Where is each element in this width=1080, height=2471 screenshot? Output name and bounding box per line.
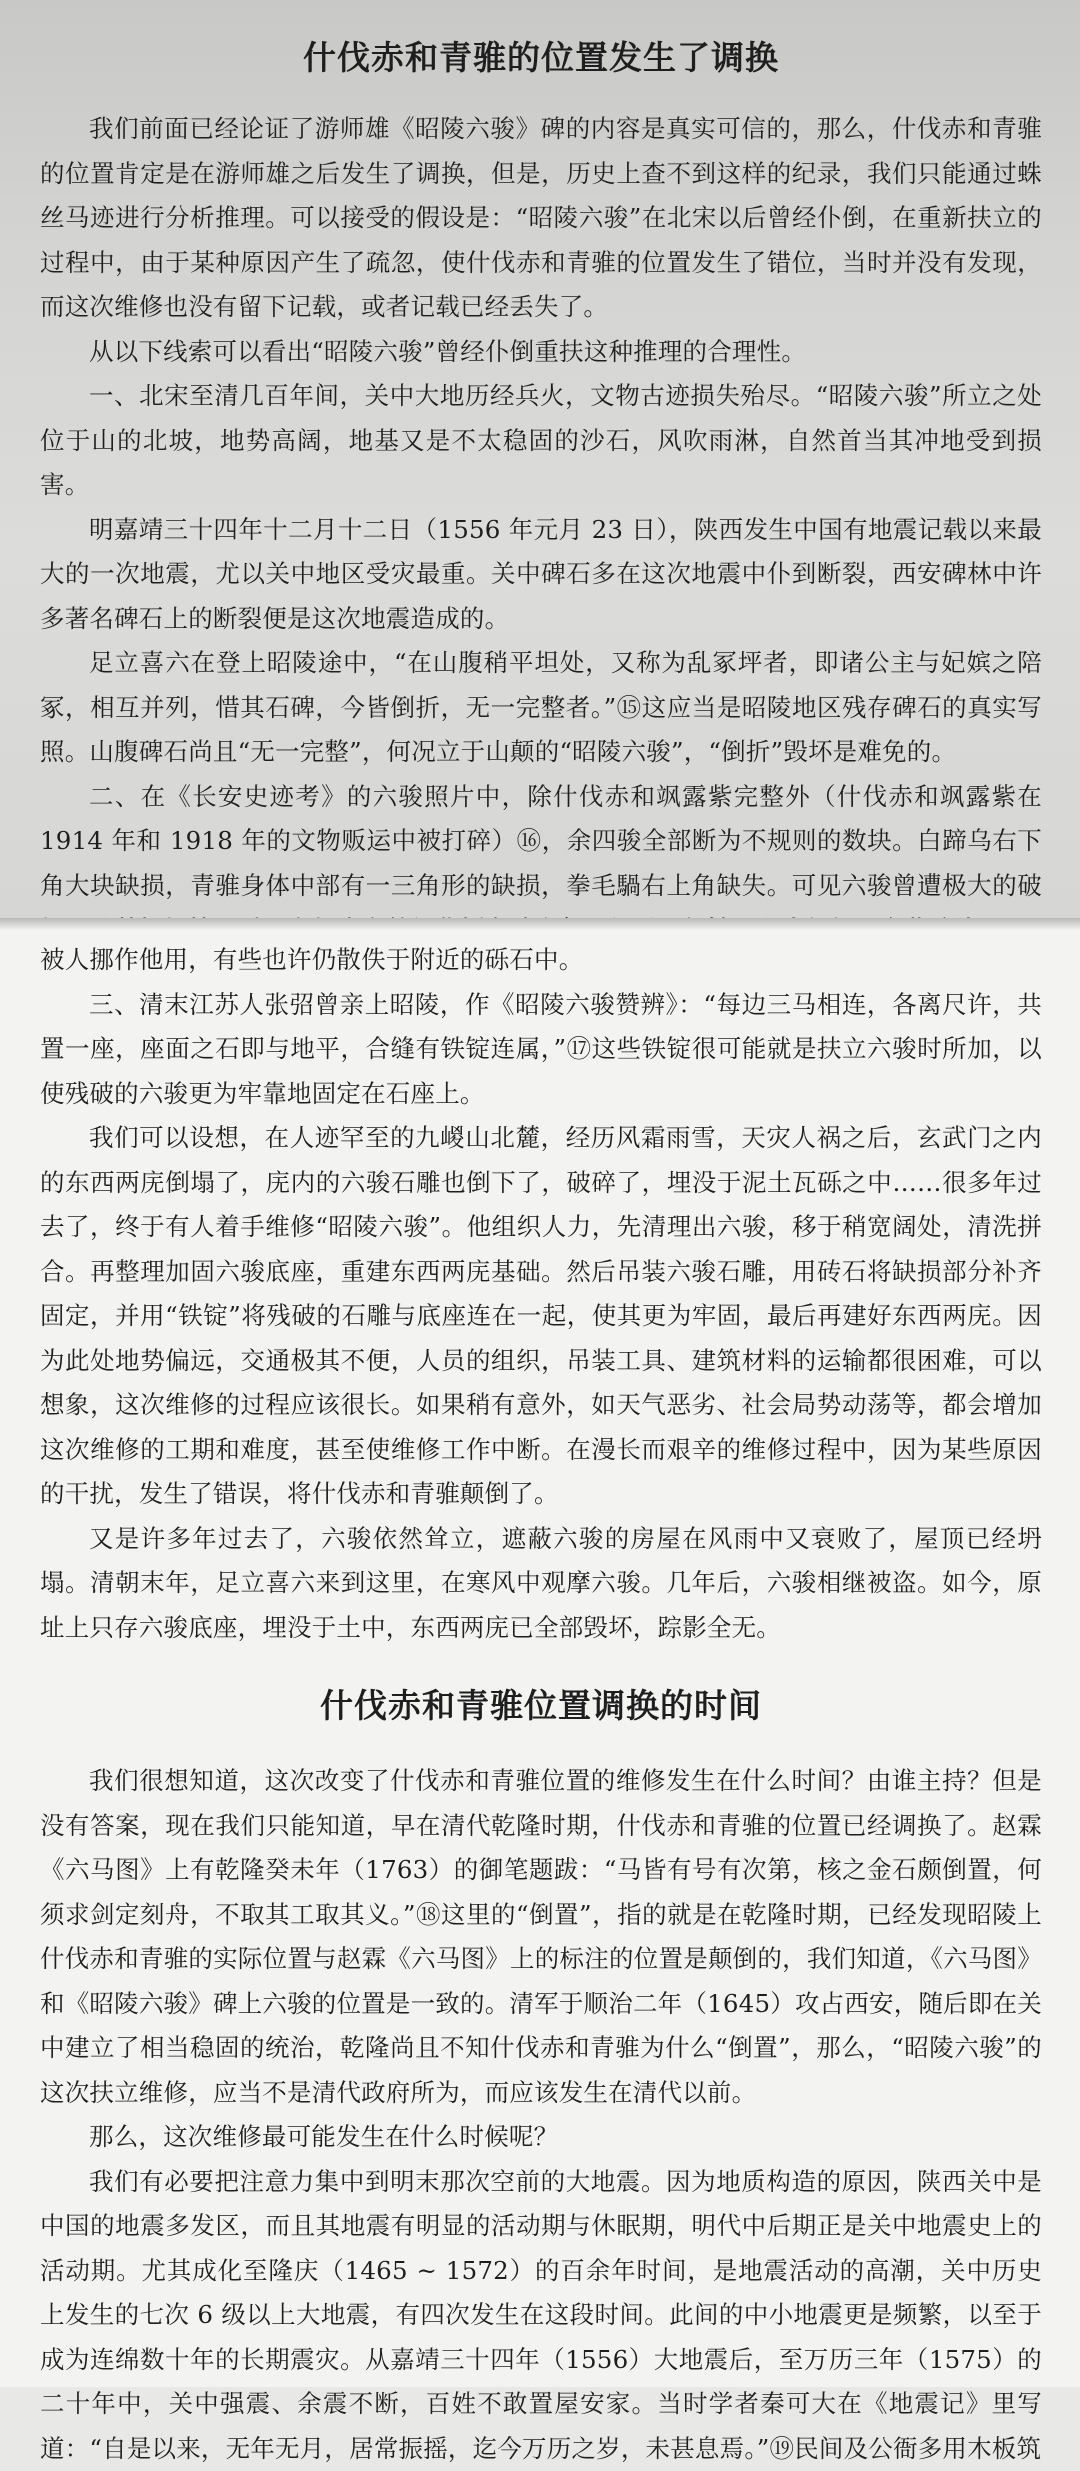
section-title-time: 什伐赤和青骓位置调换的时间 bbox=[40, 1680, 1042, 1727]
paragraph: 又是许多年过去了，六骏依然耸立，遮蔽六骏的房屋在风雨中又衰败了，屋顶已经坍塌。清朝末年，足立喜六来到这里，在寒风中观摩六骏。几年后，六骏相继被盗。如今，原址上只存六骏底座，埋没于土中，东西两庑已全部毁坏，踪影全无。 bbox=[40, 1517, 1042, 1651]
paragraph: 我们有必要把注意力集中到明末那次空前的大地震。因为地质构造的原因，陕西关中是中国的地震多发区，而且其地震有明显的活动期与休眠期，明代中后期正是关中地震史上的活动期。尤其成化至隆庆（1465 ~ 1572）的百余年时间，是地震活动的高潮，关中历史上发生的七次 6 级以上大地震，有四次发生在这段时间。此间的中小地震更是频繁，以至于成为连绵数十年的长期震灾。从嘉靖三十四年（1556）大地震后，至万历三年（1575）的二十年中，关中强震、余震不断，百姓不敢置屋安家。当时学者秦可大在《地震记》里写道：“自是以来，无年无月，居常振摇，迄今万历之岁，未甚息焉。”⑲民间及公衙多用木板筑 bbox=[40, 2160, 1042, 2471]
page-divider bbox=[0, 918, 1080, 930]
paragraph-continued: 被人挪作他用，有些也许仍散佚于附近的砾石中。 bbox=[40, 938, 1042, 983]
paragraph: 明嘉靖三十四年十二月十二日（1556 年元月 23 日），陕西发生中国有地震记载以来最大的一次地震，尤以关中地区受灾最重。关中碑石多在这次地震中仆到断裂，西安碑林中许多著名碑石上的断裂便是这次地震造成的。 bbox=[40, 508, 1042, 642]
top-page-scan bbox=[0, 0, 1080, 918]
paragraph: 二、在《长安史迹考》的六骏照片中，除什伐赤和飒露紫完整外（什伐赤和飒露紫在1914 年和 1918 年的文物贩运中被打碎）⑯，余四骏全部断为不规则的数块。白蹄乌右下角大块缺损，青骓身体中部有一三角形的缺损，拳毛騧右上角缺失。可见六骏曾遭极大的破 bbox=[40, 775, 1042, 953]
paragraph: 一、北宋至清几百年间，关中大地历经兵火，文物古迹损失殆尽。“昭陵六骏”所立之处位于山的北坡，地势高阔，地基又是不太稳固的沙石，风吹雨淋，自然首当其冲地受到损害。 bbox=[40, 374, 1042, 508]
paragraph: 我们前面已经论证了游师雄《昭陵六骏》碑的内容是真实可信的，那么，什伐赤和青骓的位置肯定是在游师雄之后发生了调换，但是，历史上查不到这样的纪录，我们只能通过蛛丝马迹进行分析推理。可以接受的假设是：“昭陵六骏”在北宋以后曾经仆倒，在重新扶立的过程中，由于某种原因产生了疏忽，使什伐赤和青骓的位置发生了错位，当时并没有发现，而这次维修也没有留下记载，或者记载已经丢失了。 bbox=[40, 107, 1042, 330]
paragraph: 从以下线索可以看出“昭陵六骏”曾经仆倒重扶这种推理的合理性。 bbox=[40, 330, 1042, 375]
paragraph: 那么，这次维修最可能发生在什么时候呢？ bbox=[40, 2115, 1042, 2160]
section-title-swap: 什伐赤和青骓的位置发生了调换 bbox=[40, 32, 1042, 79]
paragraph: 我们很想知道，这次改变了什伐赤和青骓位置的维修发生在什么时间？由谁主持？但是没有答案，现在我们只能知道，早在清代乾隆时期，什伐赤和青骓的位置已经调换了。赵霖《六马图》上有乾隆癸未年（1763）的御笔题跋：“马皆有号有次第，核之金石颇倒置，何须求剑定刻舟，不取其工取其义。”⑱这里的“倒置”，指的就是在乾隆时期，已经发现昭陵上什伐赤和青骓的实际位置与赵霖《六马图》上的标注的位置是颠倒的，我们知道，《六马图》和《昭陵六骏》碑上六骏的位置是一致的。清军于顺治二年（1645）攻占西安，随后即在关中建立了相当稳固的统治，乾隆尚且不知什伐赤和青骓为什么“倒置”，那么，“昭陵六骏”的这次扶立维修，应当不是清代政府所为，而应该发生在清代以前。 bbox=[40, 1759, 1042, 2115]
paragraph: 足立喜六在登上昭陵途中，“在山腹稍平坦处，又称为乱冢坪者，即诸公主与妃嫔之陪冢，相互并列，惜其石碑，今皆倒折，无一完整者。”⑮这应当是昭陵地区残存碑石的真实写照。山腹碑石尚且“无一完整”，何况立于山颠的“昭陵六骏”，“倒折”毁坏是难免的。 bbox=[40, 641, 1042, 775]
bottom-page-scan bbox=[0, 930, 1080, 2387]
paragraph: 我们可以设想，在人迹罕至的九嵕山北麓，经历风霜雨雪，天灾人祸之后，玄武门之内的东西两庑倒塌了，庑内的六骏石雕也倒下了，破碎了，埋没于泥土瓦砾之中……很多年过去了，终于有人着手维修“昭陵六骏”。他组织人力，先清理出六骏，移于稍宽阔处，清洗拼合。再整理加固六骏底座，重建东西两庑基础。然后吊装六骏石雕，用砖石将缺损部分补齐固定，并用“铁锭”将残破的石雕与底座连在一起，使其更为牢固，最后再建好东西两庑。因为此处地势偏远，交通极其不便，人员的组织，吊装工具、建筑材料的运输都很困难，可以想象，这次维修的过程应该很长。如果稍有意外，如天气恶劣、社会局势动荡等，都会增加这次维修的工期和难度，甚至使维修工作中断。在漫长而艰辛的维修过程中，因为某些原因的干扰，发生了错误，将什伐赤和青骓颠倒了。 bbox=[40, 1116, 1042, 1517]
paragraph: 三、清末江苏人张弨曾亲上昭陵，作《昭陵六骏赞辨》：“每边三马相连，各离尺许，共置一座，座面之石即与地平，合缝有铁锭连属，”⑰这些铁锭很可能就是扶立六骏时所加，以使残破的六骏更为牢靠地固定在石座上。 bbox=[40, 983, 1042, 1117]
